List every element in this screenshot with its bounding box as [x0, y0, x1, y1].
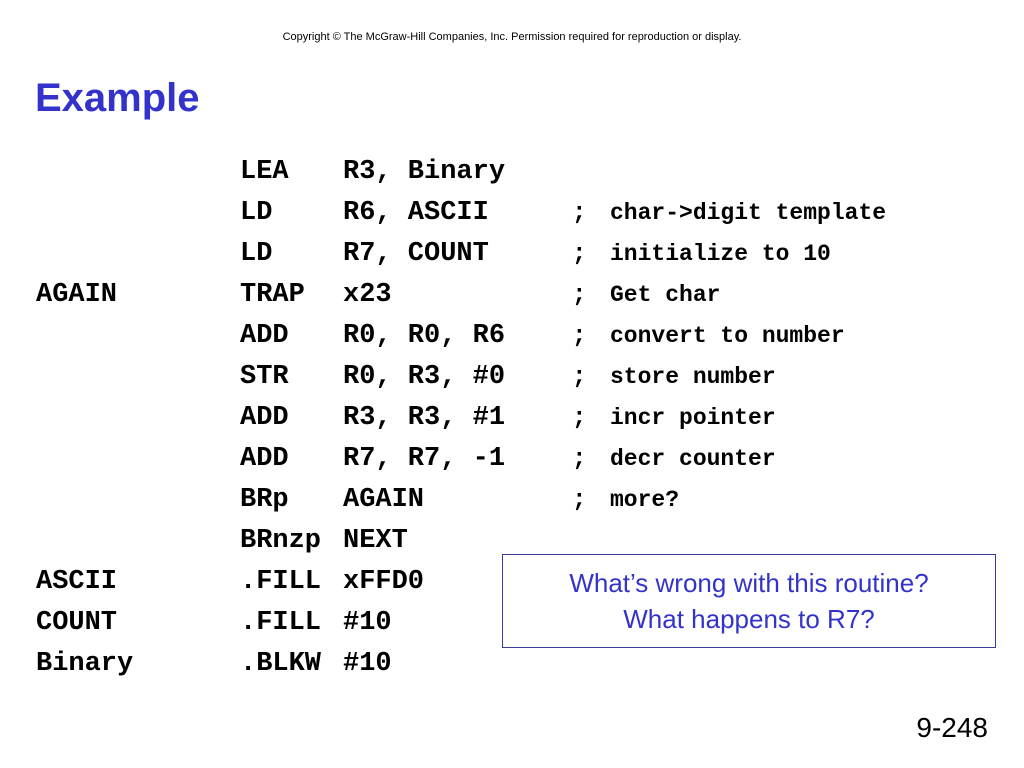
comment-delimiter: ;	[572, 405, 587, 432]
code-comment: more?	[610, 487, 680, 513]
code-operands: xFFD0	[343, 567, 425, 597]
code-opcode: .FILL	[240, 608, 322, 638]
code-line	[0, 193, 1000, 234]
comment-delimiter: ;	[572, 282, 587, 309]
comment-delimiter: ;	[572, 446, 587, 473]
code-opcode: BRnzp	[240, 526, 322, 556]
code-opcode: TRAP	[240, 280, 305, 310]
code-operands: x23	[343, 280, 392, 310]
slide-title: Example	[35, 76, 200, 120]
code-operands: R0, R0, R6	[343, 321, 506, 351]
code-comment: decr counter	[610, 446, 776, 472]
callout-question-1: What’s wrong with this routine?	[569, 568, 929, 598]
code-line	[0, 152, 1000, 193]
code-line	[0, 644, 1000, 685]
code-opcode: ADD	[240, 321, 289, 351]
code-comment: initialize to 10	[610, 241, 831, 267]
code-opcode: ADD	[240, 403, 289, 433]
code-opcode: LEA	[240, 157, 289, 187]
code-operands: R7, R7, -1	[343, 444, 506, 474]
callout-box	[502, 554, 996, 648]
code-label: AGAIN	[36, 280, 118, 310]
code-comment: convert to number	[610, 323, 845, 349]
code-operands: R3, R3, #1	[343, 403, 506, 433]
code-opcode: .BLKW	[240, 649, 322, 679]
code-comment: store number	[610, 364, 776, 390]
code-line	[0, 398, 1000, 439]
comment-delimiter: ;	[572, 241, 587, 268]
code-opcode: STR	[240, 362, 289, 392]
code-comment: incr pointer	[610, 405, 776, 431]
code-opcode: .FILL	[240, 567, 322, 597]
page-number: 9-248	[916, 712, 988, 743]
comment-delimiter: ;	[572, 323, 587, 350]
code-label: ASCII	[36, 567, 118, 597]
comment-delimiter: ;	[572, 487, 587, 514]
code-operands: #10	[343, 649, 392, 679]
comment-delimiter: ;	[572, 364, 587, 391]
code-opcode: LD	[240, 239, 273, 269]
code-label: Binary	[36, 649, 134, 679]
code-operands: R6, ASCII	[343, 198, 489, 228]
code-operands: R7, COUNT	[343, 239, 489, 269]
copyright-notice: Copyright © The McGraw-Hill Companies, Inc. Permission required for reproduction or display.	[282, 31, 742, 43]
code-line	[0, 357, 1000, 398]
code-opcode: LD	[240, 198, 273, 228]
code-operands: #10	[343, 608, 392, 638]
code-line	[0, 480, 1000, 521]
code-line	[0, 316, 1000, 357]
comment-delimiter: ;	[572, 200, 587, 227]
code-operands: NEXT	[343, 526, 408, 556]
code-operands: R0, R3, #0	[343, 362, 506, 392]
code-line	[0, 439, 1000, 480]
code-label: COUNT	[36, 608, 118, 638]
code-line	[0, 275, 1000, 316]
code-operands: R3, Binary	[343, 157, 506, 187]
code-line	[0, 234, 1000, 275]
code-comment: char->digit template	[610, 200, 887, 226]
code-opcode: ADD	[240, 444, 289, 474]
code-opcode: BRp	[240, 485, 289, 515]
callout-question-2: What happens to R7?	[623, 604, 875, 634]
code-operands: AGAIN	[343, 485, 425, 515]
code-comment: Get char	[610, 282, 721, 308]
